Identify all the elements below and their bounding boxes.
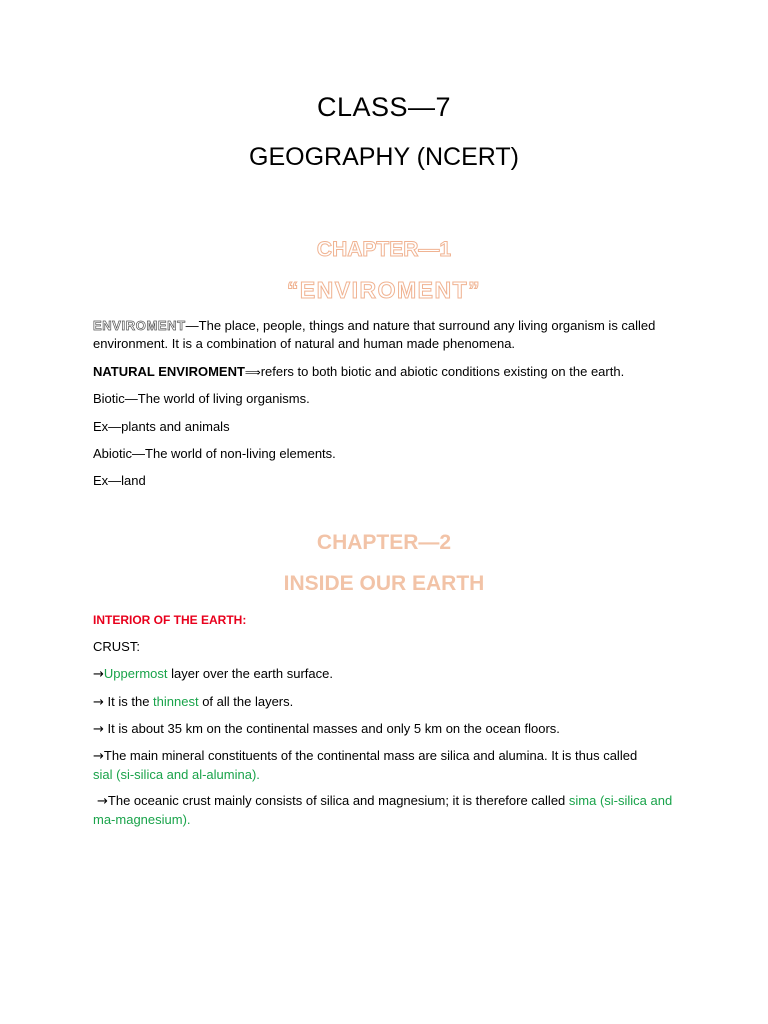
abiotic-example: Ex—land	[93, 473, 146, 488]
highlight-sial: sial (si-silica and al-alumina).	[93, 767, 260, 782]
arrow-right-icon: →	[93, 667, 104, 682]
crust-point-4-text: The main mineral constituents of the continental mass are silica and alumina. It is thus called	[103, 748, 638, 763]
crust-point-2-pre: It is the	[103, 694, 154, 709]
crust-point-1-text: layer over the earth surface.	[167, 666, 333, 681]
crust-label: CRUST:	[93, 639, 140, 654]
crust-point-5	[93, 792, 673, 829]
crust-point-2-text: of all the layers.	[198, 694, 294, 709]
arrow-right-icon: →	[93, 695, 104, 710]
interior-heading: INTERIOR OF THE EARTH:	[93, 613, 247, 627]
crust-point-3-text: It is about 35 km on the continental masses and only 5 km on the ocean floors.	[103, 721, 560, 736]
environment-definition	[93, 317, 683, 353]
crust-point-1	[93, 665, 683, 684]
environment-term: ENVIROMENT	[93, 318, 186, 333]
arrow-right-icon: →	[93, 749, 104, 764]
highlight-uppermost: Uppermost	[103, 666, 168, 681]
chapter-2-title: INSIDE OUR EARTH	[283, 572, 485, 595]
crust-point-2	[93, 693, 683, 712]
chapter-1-title: “ENVIROMENT”	[286, 277, 482, 303]
natural-environment-term: NATURAL ENVIROMENT	[93, 364, 245, 379]
biotic-definition: Biotic—The world of living organisms.	[93, 391, 310, 406]
double-arrow-icon: ⟹	[244, 366, 261, 379]
environment-definition-text: —The place, people, things and nature that surround any living organism is called environment. It is a combination of natural and human made phenomena.	[93, 318, 656, 351]
crust-point-3	[93, 720, 683, 739]
natural-environment-text: refers to both biotic and abiotic conditions existing on the earth.	[260, 364, 625, 379]
crust-point-5-text: The oceanic crust mainly consists of silica and magnesium; it is therefore called	[107, 793, 569, 808]
subject-title: GEOGRAPHY (NCERT)	[249, 143, 519, 171]
chapter-1-label: CHAPTER—1	[316, 238, 452, 261]
chapter-2-label: CHAPTER—2	[316, 531, 452, 554]
natural-environment-definition	[93, 363, 683, 382]
highlight-sima: sima (si-silica and ma-magnesium).	[93, 793, 673, 827]
crust-point-4	[93, 747, 653, 784]
arrow-right-icon: →	[97, 794, 108, 809]
class-title: CLASS—7	[316, 92, 452, 122]
highlight-thinnest: thinnest	[153, 694, 199, 709]
abiotic-definition: Abiotic—The world of non-living elements.	[93, 446, 336, 461]
biotic-example: Ex—plants and animals	[93, 419, 230, 434]
arrow-right-icon: →	[93, 722, 104, 737]
